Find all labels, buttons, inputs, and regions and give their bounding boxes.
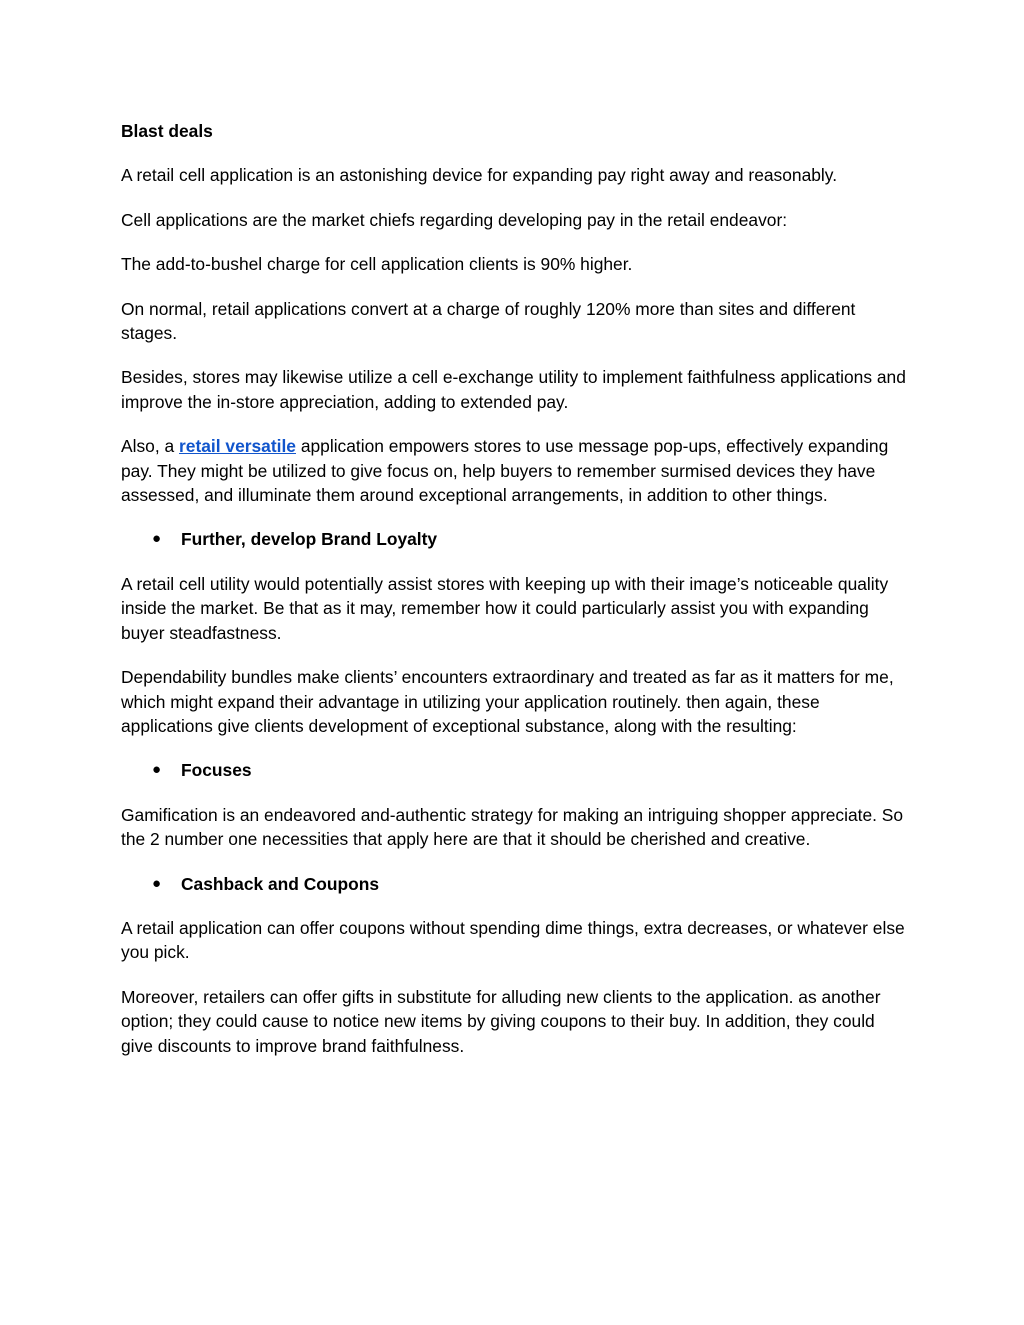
bullet-label: Focuses [181,760,252,781]
bullet-cashback-coupons [121,872,911,896]
paragraph-intro: A retail cell application is an astonishing device for expanding pay right away and reasonably. [121,165,838,186]
paragraph-text-after-link: application empowers stores to use message pop-ups, effectively expanding pay. They might be utilized to give focus on, help buyers to remember surmised devices they have assessed, and illuminate them around exceptional arrangements, in addition to other things. [121,436,889,506]
paragraph-gamification: Gamification is an endeavored and-authentic strategy for making an intriguing shopper appreciate. So the 2 number one necessities that apply here are that it should be cherished and creative. [121,804,904,850]
paragraph-text-before-link: Also, a [121,436,179,457]
paragraph-conversion-rate: On normal, retail applications convert at a charge of roughly 120% more than sites and different stages. [121,298,856,344]
bullet-dot-icon: ● [152,530,162,548]
paragraph-coupons: A retail application can offer coupons without spending dime things, extra decreases, or whatever else you pick. [121,917,905,963]
bullet-focuses [121,758,911,782]
paragraph-retail-versatile [121,434,911,507]
bullet-dot-icon: ● [152,874,162,892]
document-title: Blast deals [121,121,213,141]
bullet-brand-loyalty [121,527,911,551]
bullet-label: Further, develop Brand Loyalty [181,529,438,550]
paragraph-gifts-discounts: Moreover, retailers can offer gifts in substitute for alluding new clients to the application. as another option; they could cause to notice new items by giving coupons to their buy. In addition, they could give discounts to improve brand faithfulness. [121,986,881,1056]
bullet-dot-icon: ● [152,761,162,779]
paragraph-dependability-bundles: Dependability bundles make clients’ encounters extraordinary and treated as far as it matters for me, which might expand their advantage in utilizing your application routinely. then again, these applications give clients development of exceptional substance, along with the resulting: [121,667,894,736]
document-page [121,119,911,1078]
paragraph-faithfulness-apps: Besides, stores may likewise utilize a cell e-exchange utility to implement faithfulness applications and improve the in-store appreciation, adding to extended pay. [121,367,906,412]
paragraph-add-to-bushel: The add-to-bushel charge for cell application clients is 90% higher. [121,254,633,275]
retail-versatile-link[interactable]: retail versatile [179,436,296,457]
bullet-label: Cashback and Coupons [181,873,380,894]
paragraph-market-chiefs: Cell applications are the market chiefs regarding developing pay in the retail endeavor: [121,209,788,230]
paragraph-image-quality: A retail cell utility would potentially assist stores with keeping up with their image’s noticeable quality inside the market. Be that as it may, remember how it could particularly assist you with expanding buyer steadfastness. [121,573,889,643]
